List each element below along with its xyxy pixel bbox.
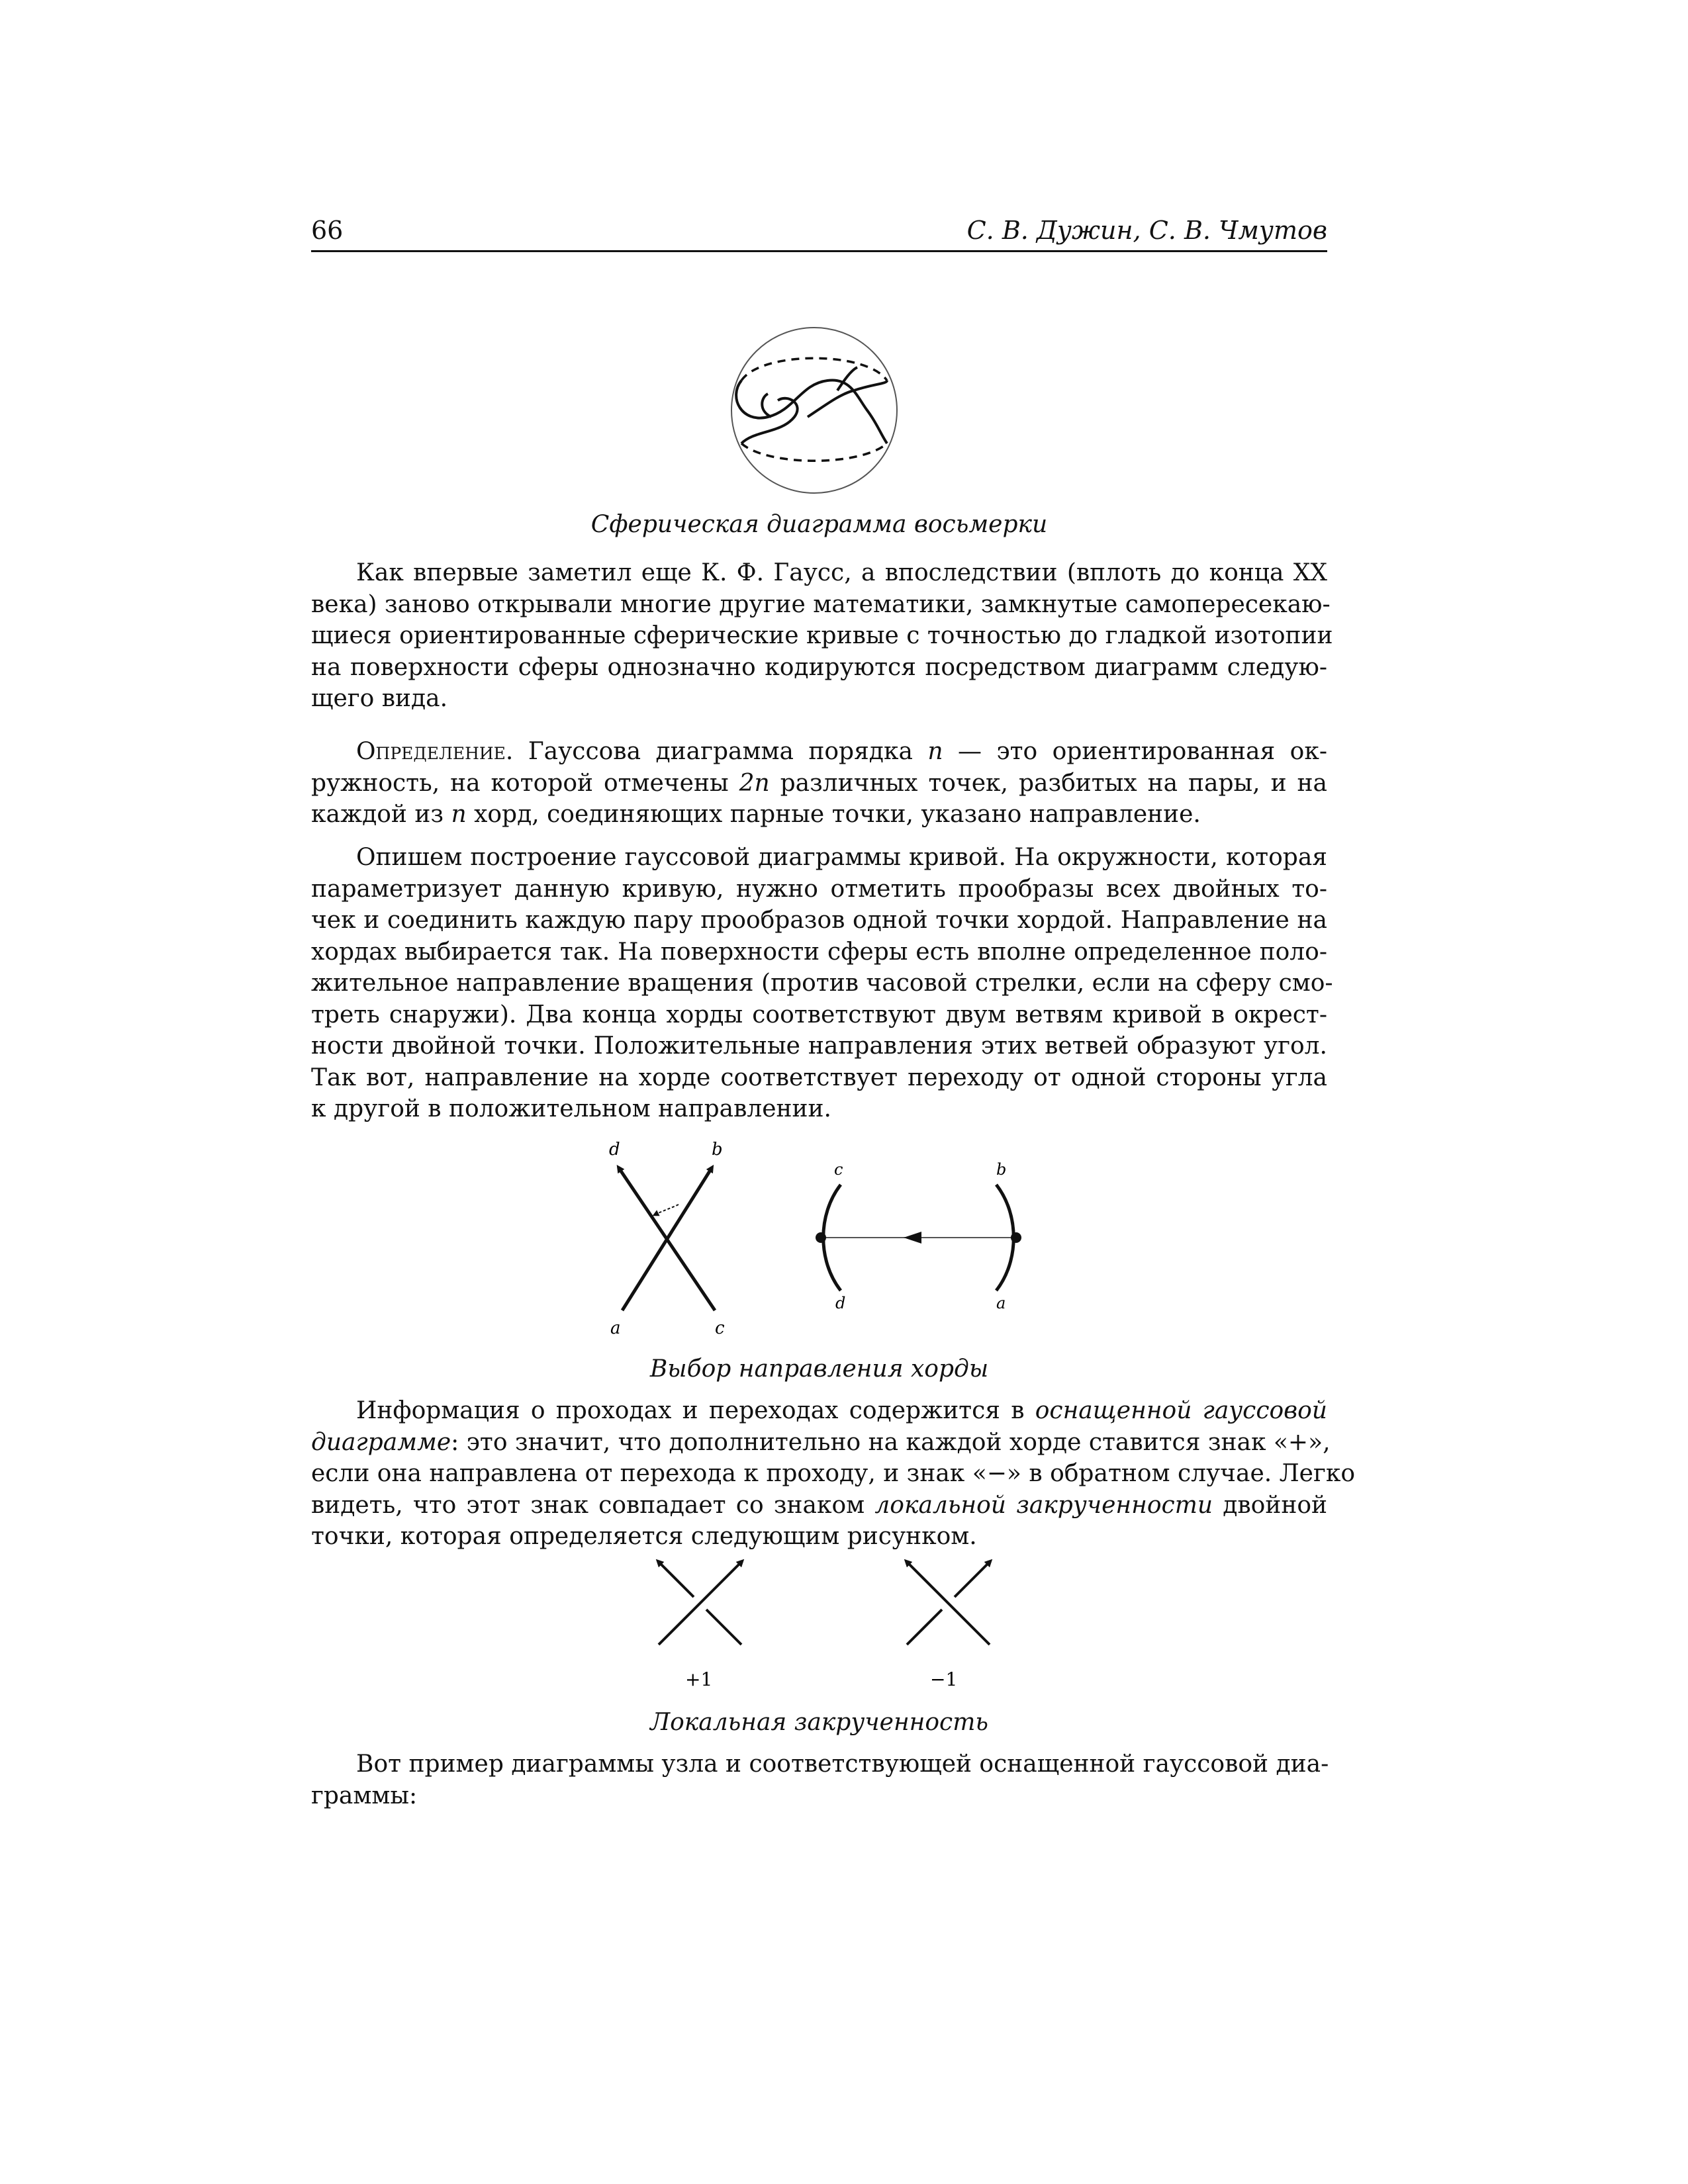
label-c-chord: c (834, 1160, 843, 1179)
label-a-chord: a (996, 1294, 1006, 1312)
p4-line-5: точки, которая определяется следующим рисунком. (311, 1523, 977, 1550)
def-line-2-a: ружность, на которой отмечены (311, 769, 739, 797)
def-line-3 (311, 799, 1327, 831)
label-a-bottom: a (610, 1318, 621, 1338)
strand-c-to-d (619, 1168, 715, 1310)
chord-endpoint-left (816, 1232, 826, 1243)
figure-2-caption: Выбор направления хорды (649, 1355, 989, 1383)
rotation-arrow (655, 1205, 679, 1214)
p4-line-1 (311, 1395, 1327, 1427)
running-authors: С. В. Дужин, С. В. Чмутов (966, 216, 1327, 245)
p3-line-1: Опишем построение гауссовой диаграммы кривой. На окружности, которая (356, 844, 1327, 871)
paragraph-1 (311, 557, 1333, 715)
def-var-n-2: n (451, 801, 467, 828)
def-line-1-end: — это ориентированная ок- (943, 738, 1327, 765)
figure-local-writhe (635, 1545, 1006, 1698)
chord-arrowhead (904, 1232, 921, 1244)
p4-term-local-writhe: локальной закрученности (874, 1491, 1213, 1519)
p4-line-2-b: : это значит, что дополнительно на каждой хорде ставится знак «+», (451, 1428, 1331, 1456)
dashed-arc-bottom (741, 443, 887, 461)
plus-under-strand-b (659, 1562, 694, 1597)
p1-line-5: щего вида. (311, 685, 448, 712)
figure-1-caption: Сферическая диаграмма восьмерки (590, 511, 1048, 538)
p4-term-diagram: диаграмме (311, 1428, 451, 1456)
p4-line-4-b: двойной (1213, 1491, 1327, 1519)
p3-line-9: к другой в положительном направлении. (311, 1095, 831, 1122)
p1-line-4: на поверхности сферы однозначно кодируются посредством диаграмм следую- (311, 653, 1327, 681)
p3-line-3: чек и соединить каждую пару прообразов одной точки хордой. Направление на (311, 907, 1327, 934)
p1-line-2: века) заново открывали многие другие математики, замкнутые самопересекаю- (311, 590, 1331, 618)
label-b-chord: b (996, 1160, 1007, 1179)
p5-line-2: граммы: (311, 1782, 418, 1809)
label-minus-one: −1 (930, 1668, 958, 1690)
sphere-circle (731, 328, 897, 493)
label-d-top: d (609, 1140, 620, 1160)
running-header (311, 213, 1327, 252)
def-line-2-b: различных точек, разбитых на пары, и на (769, 769, 1327, 797)
plus-under-strand-a (706, 1610, 741, 1645)
p3-line-5: жительное направление вращения (против часовой стрелки, если на сферу смо- (311, 970, 1333, 997)
p4-line-1-a: Информация о проходах и переходах содержится в (356, 1397, 1035, 1424)
def-var-2n: 2n (739, 769, 770, 797)
paragraph-4 (311, 1395, 1356, 1553)
label-d-chord: d (835, 1294, 846, 1312)
def-var-n: n (927, 738, 943, 765)
p1-line-3: щиеся ориентированные сферические кривые с точностью до гладкой изотопии (311, 622, 1333, 649)
dashed-arc-top (741, 358, 887, 381)
p3-line-7: ности двойной точки. Положительные направления этих ветвей образуют угол. (311, 1032, 1327, 1060)
minus-under-strand-b (955, 1562, 990, 1597)
p4-line-4 (311, 1490, 1327, 1522)
minus-under-strand-a (907, 1610, 942, 1645)
label-b-top: b (712, 1140, 723, 1160)
curve-strand-3 (762, 394, 771, 417)
def-line-1-text: Гауссова диаграмма порядка (528, 738, 928, 765)
def-line-3-b: хорд, соединяющих парные точки, указано направление. (466, 801, 1201, 828)
p3-line-8: Так вот, направление на хорде соответствует переходу от одной стороны угла (311, 1064, 1327, 1091)
p4-line-3: если она направлена от перехода к проходу, и знак «−» в обратном случае. Легко (311, 1460, 1356, 1487)
paragraph-5 (311, 1749, 1327, 1811)
p3-line-6: треть снаружи). Два конца хорды соответствуют двум ветвям кривой в окрест- (311, 1001, 1327, 1028)
paragraph-3 (311, 842, 1333, 1125)
p1-line-1: Как впервые заметил еще К. Ф. Гаусс, а впоследствии (вплоть до конца XX (356, 559, 1327, 586)
figure-chord-direction (596, 1135, 1059, 1340)
p4-line-4-a: видеть, что этот знак совпадает со знаком (311, 1491, 875, 1519)
figure-3-caption: Локальная закрученность (650, 1709, 988, 1736)
def-line-1 (311, 736, 1327, 768)
p3-line-4: хордах выбирается так. На поверхности сферы есть вполне определенное поло- (311, 938, 1327, 966)
p4-line-2 (311, 1427, 1331, 1459)
p5-line-1: Вот пример диаграммы узла и соответствующей оснащенной гауссовой диа- (356, 1751, 1329, 1778)
def-line-2 (311, 768, 1327, 799)
page-number: 66 (311, 216, 344, 245)
definition-paragraph (311, 736, 1327, 831)
curve-strand-5 (837, 367, 857, 390)
label-c-bottom: c (715, 1318, 725, 1338)
label-plus-one: +1 (685, 1668, 713, 1690)
p3-line-2: параметризует данную кривую, нужно отметить прообразы всех двойных то- (311, 875, 1327, 903)
figure-spherical-diagram (722, 318, 907, 503)
chord-endpoint-right (1011, 1232, 1021, 1243)
definition-term: Определение. (356, 738, 514, 765)
def-line-3-a: каждой из (311, 801, 451, 828)
p4-term-framed: оснащенной гауссовой (1035, 1397, 1327, 1424)
